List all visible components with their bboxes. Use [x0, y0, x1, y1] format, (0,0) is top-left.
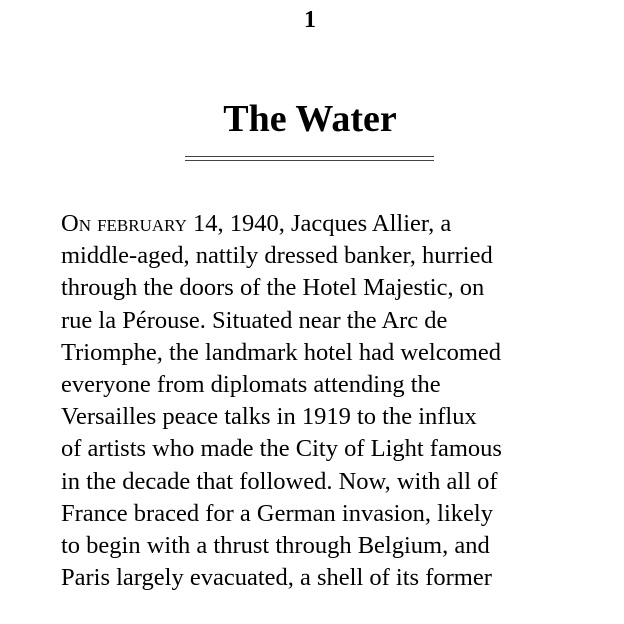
body-line-11: to begin with a thrust through Belgium, and — [61, 532, 490, 560]
title-divider — [185, 156, 434, 161]
body-line-10: France braced for a German invasion, likely — [61, 499, 493, 527]
body-line-1-text: 14, 1940, Jacques Allier, a — [186, 210, 452, 237]
body-line-5: Triomphe, the landmark hotel had welcomed — [61, 338, 501, 366]
body-line-3: through the doors of the Hotel Majestic, on — [61, 274, 485, 302]
body-line-6: everyone from diplomats attending the — [61, 371, 441, 399]
body-line-2: middle-aged, nattily dressed banker, hurried — [61, 242, 493, 270]
body-line-12: Paris largely evacuated, a shell of its former — [61, 564, 492, 592]
body-line-4: rue la Pérouse. Situated near the Arc de — [61, 306, 448, 334]
body-line-8: of artists who made the City of Light famous — [61, 435, 502, 463]
body-line-1 — [61, 208, 561, 240]
body-line-7: Versailles peace talks in 1919 to the influx — [61, 403, 477, 431]
body-line-9: in the decade that followed. Now, with all of — [61, 467, 498, 495]
chapter-title: The Water — [223, 98, 397, 140]
body-paragraph — [61, 208, 561, 594]
lead-in-smallcaps: On february — [61, 210, 187, 237]
chapter-number: 1 — [304, 7, 316, 33]
